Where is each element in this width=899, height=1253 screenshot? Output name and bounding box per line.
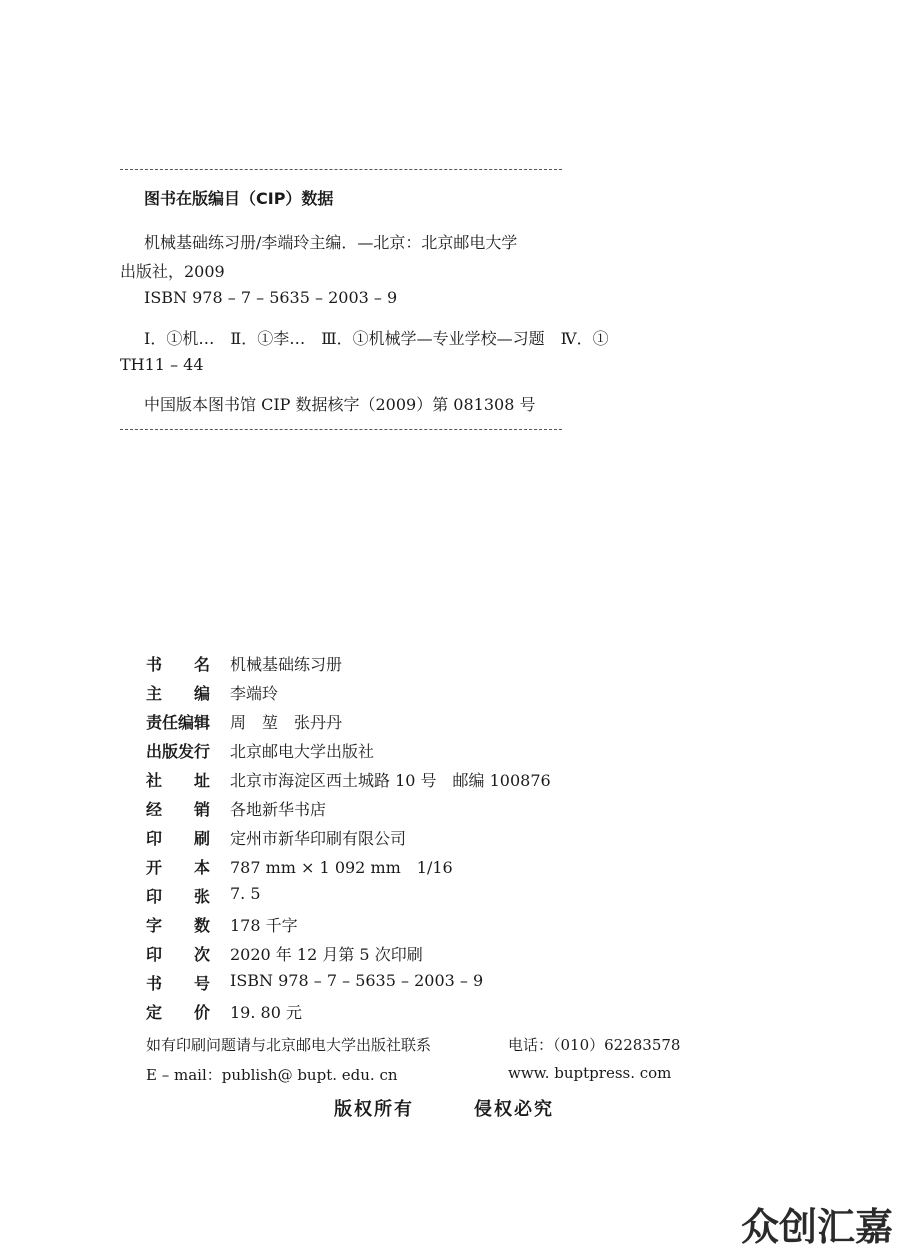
- copyright-row-value: ISBN 978 – 7 – 5635 – 2003 – 9: [230, 971, 484, 990]
- label-char: 销: [193, 800, 210, 819]
- cip-isbn: ISBN 978 – 7 – 5635 – 2003 – 9: [144, 288, 398, 307]
- copyright-row-label: [146, 855, 222, 878]
- label-char: 印: [146, 829, 163, 848]
- cip-classification: Ⅰ．①机… Ⅱ．①李… Ⅲ．①机械学—专业学校—习题 Ⅳ．①: [144, 329, 609, 348]
- copyright-row-value: 各地新华书店: [230, 800, 327, 819]
- label-char: 张: [193, 887, 210, 906]
- copyright-row-label: [146, 942, 222, 965]
- cip-th-code: TH11 – 44: [120, 355, 204, 374]
- website-url: www. buptpress. com: [508, 1064, 672, 1082]
- copyright-row-value: 7. 5: [230, 884, 261, 903]
- copyright-row-label: [146, 681, 222, 704]
- label-char: 经: [146, 800, 163, 819]
- copyright-row-value: 2020 年 12 月第 5 次印刷: [230, 945, 423, 964]
- all-rights-reserved: 版权所有: [334, 1099, 414, 1120]
- copyright-row-value: 北京邮电大学出版社: [230, 742, 375, 761]
- copyright-row-label: [146, 739, 222, 762]
- copyright-row-label: [146, 710, 222, 733]
- label-char: 字: [146, 916, 163, 935]
- watermark-logo: 众创汇嘉: [740, 1205, 893, 1249]
- cip-top-divider: [120, 169, 562, 170]
- copyright-row-label: [146, 826, 222, 849]
- copyright-row-value: 北京市海淀区西土城路 10 号 邮编 100876: [230, 771, 551, 790]
- label-char: 开: [146, 858, 163, 877]
- label-char: 数: [193, 916, 210, 935]
- copyright-row-value: 周 堃 张丹丹: [230, 713, 343, 732]
- label-char: 号: [193, 974, 210, 993]
- cip-bottom-divider: [120, 429, 562, 430]
- copyright-row-value: 178 千字: [230, 916, 298, 935]
- copyright-row-value: 787 mm × 1 092 mm 1/16: [230, 858, 453, 877]
- label-char: 定: [146, 1003, 163, 1022]
- copyright-row-value: 定州市新华印刷有限公司: [230, 829, 407, 848]
- infringement-notice: 侵权必究: [474, 1099, 554, 1120]
- cip-line-2: 出版社，2009: [120, 262, 225, 281]
- label-char: 编: [193, 684, 210, 703]
- copyright-row-value: 机械基础练习册: [230, 655, 343, 674]
- cip-line-1: 机械基础练习册/李端玲主编．—北京：北京邮电大学: [144, 233, 518, 252]
- email-address: E – mail：publish@ bupt. edu. cn: [146, 1066, 398, 1084]
- label-char: 书: [146, 655, 163, 674]
- label-char: 名: [193, 655, 210, 674]
- label-char: 社: [146, 771, 163, 790]
- label-text: 出版发行: [146, 742, 211, 761]
- cip-verification: 中国版本图书馆 CIP 数据核字（2009）第 081308 号: [144, 395, 536, 414]
- copyright-row-label: [146, 1000, 222, 1023]
- copyright-row-label: [146, 884, 222, 907]
- print-issue-contact: 如有印刷问题请与北京邮电大学出版社联系: [146, 1036, 432, 1054]
- label-char: 址: [193, 771, 210, 790]
- copyright-row-label: [146, 913, 222, 936]
- label-char: 刷: [193, 829, 210, 848]
- copyright-row-label: [146, 971, 222, 994]
- phone-number: 电话：（010）62283578: [508, 1036, 681, 1054]
- copyright-row-label: [146, 652, 222, 675]
- copyright-row-label: [146, 768, 222, 791]
- copyright-row-value: 李端玲: [230, 684, 279, 703]
- label-char: 价: [193, 1003, 210, 1022]
- label-char: 主: [146, 684, 163, 703]
- cip-title: 图书在版编目（CIP）数据: [144, 189, 334, 208]
- label-char: 次: [193, 945, 210, 964]
- label-char: 印: [146, 945, 163, 964]
- copyright-row-value: 19. 80 元: [230, 1003, 302, 1022]
- label-text: 责任编辑: [146, 713, 211, 732]
- label-char: 本: [193, 858, 210, 877]
- label-char: 印: [146, 887, 163, 906]
- label-char: 书: [146, 974, 163, 993]
- copyright-row-label: [146, 797, 222, 820]
